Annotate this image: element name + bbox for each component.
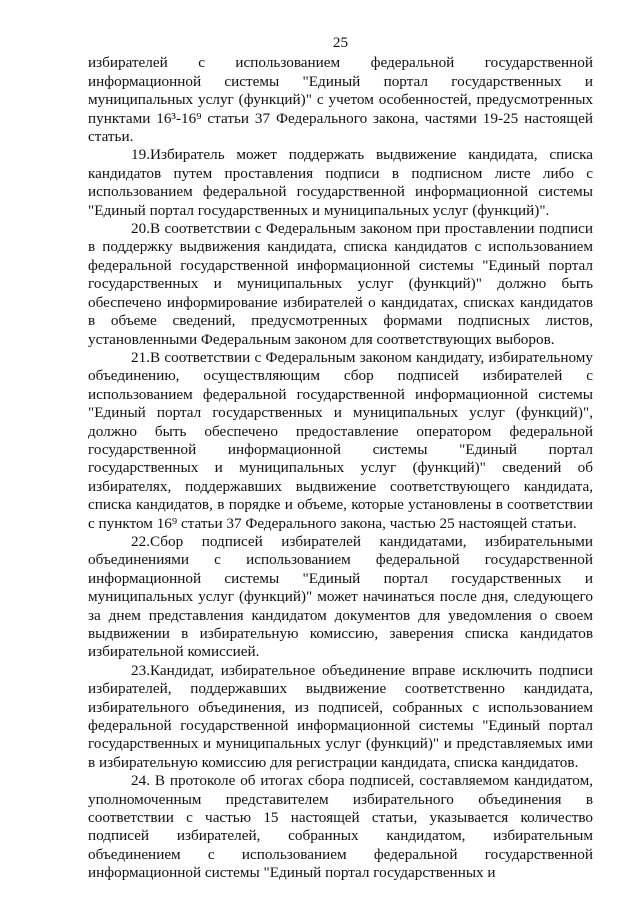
page-number: 25	[332, 34, 349, 51]
paragraph-19: 19.Избиратель может поддержать выдвижение кандидата, списка кандидатов путем проставления подписи в подписном листе либо с использованием федеральной государственной информационной системы "Единый портал государственных и муниципальных услуг (функций)".	[88, 146, 593, 219]
paragraph-22: 22.Сбор подписей избирателей кандидатами, избирательными объединениями с использованием федеральной государственной информационной системы "Единый портал государственных и муниципальных услуг (функций)" может начинаться после дня, следующего за днем представления кандидатом документов для уведомления о своем выдвижении в избирательную комиссию, заверения списка кандидатов избирательной комиссией.	[88, 532, 593, 661]
paragraph-21: 21.В соответствии с Федеральным законом кандидату, избирательному объединению, осуществляющим сбор подписей избирателей с использованием федеральной государственной информационной системы "Единый портал государственных и муниципальных услуг (функций)", должно быть обеспечено предоставление оператором федеральной государственной информационной системы "Единый портал государственных и муниципальных услуг (функций)" сведений об избирателях, поддержавших выдвижение соответствующего кандидата, списка кандидатов, в порядке и объеме, которые установлены в соответствии с пунктом 16⁹ статьи 37 Федерального закона, частью 25 настоящей статьи.	[88, 348, 593, 532]
paragraph-23: 23.Кандидат, избирательное объединение вправе исключить подписи избирателей, поддержавших выдвижение соответственно кандидата, избирательного объединения, из подписей, собранных с использованием федеральной государственной информационной системы "Единый портал государственных и муниципальных услуг (функций)" и представляемых ими в избирательную комиссию для регистрации кандидата, списка кандидатов.	[88, 661, 593, 771]
paragraph-20: 20.В соответствии с Федеральным законом при проставлении подписи в поддержку выдвижения кандидата, списка кандидатов с использованием федеральной государственной информационной системы "Единый портал государственных и муниципальных услуг (функций)" должно быть обеспечено информирование избирателей о кандидатах, списках кандидатов в объеме сведений, предусмотренных формами подписных листов, установленными Федеральным законом для соответствующих выборов.	[88, 220, 593, 348]
paragraph-24: 24. В протоколе об итогах сбора подписей, составляемом кандидатом, уполномоченным представителем избирательного объединения в соответствии с частью 15 настоящей статьи, указывается количество подписей избирателей, собранных кандидатом, избирательным объединением с использованием федеральной государственной информационной системы "Единый портал государственных и	[88, 772, 593, 882]
paragraph-continuation: избирателей с использованием федеральной государственной информационной системы "Единый портал государственных и муниципальных услуг (функций)" с учетом особенностей, предусмотренных пунктами 16³-16⁹ статьи 37 Федерального закона, частями 19-25 настоящей статьи.	[88, 54, 593, 146]
document-page	[88, 34, 593, 883]
